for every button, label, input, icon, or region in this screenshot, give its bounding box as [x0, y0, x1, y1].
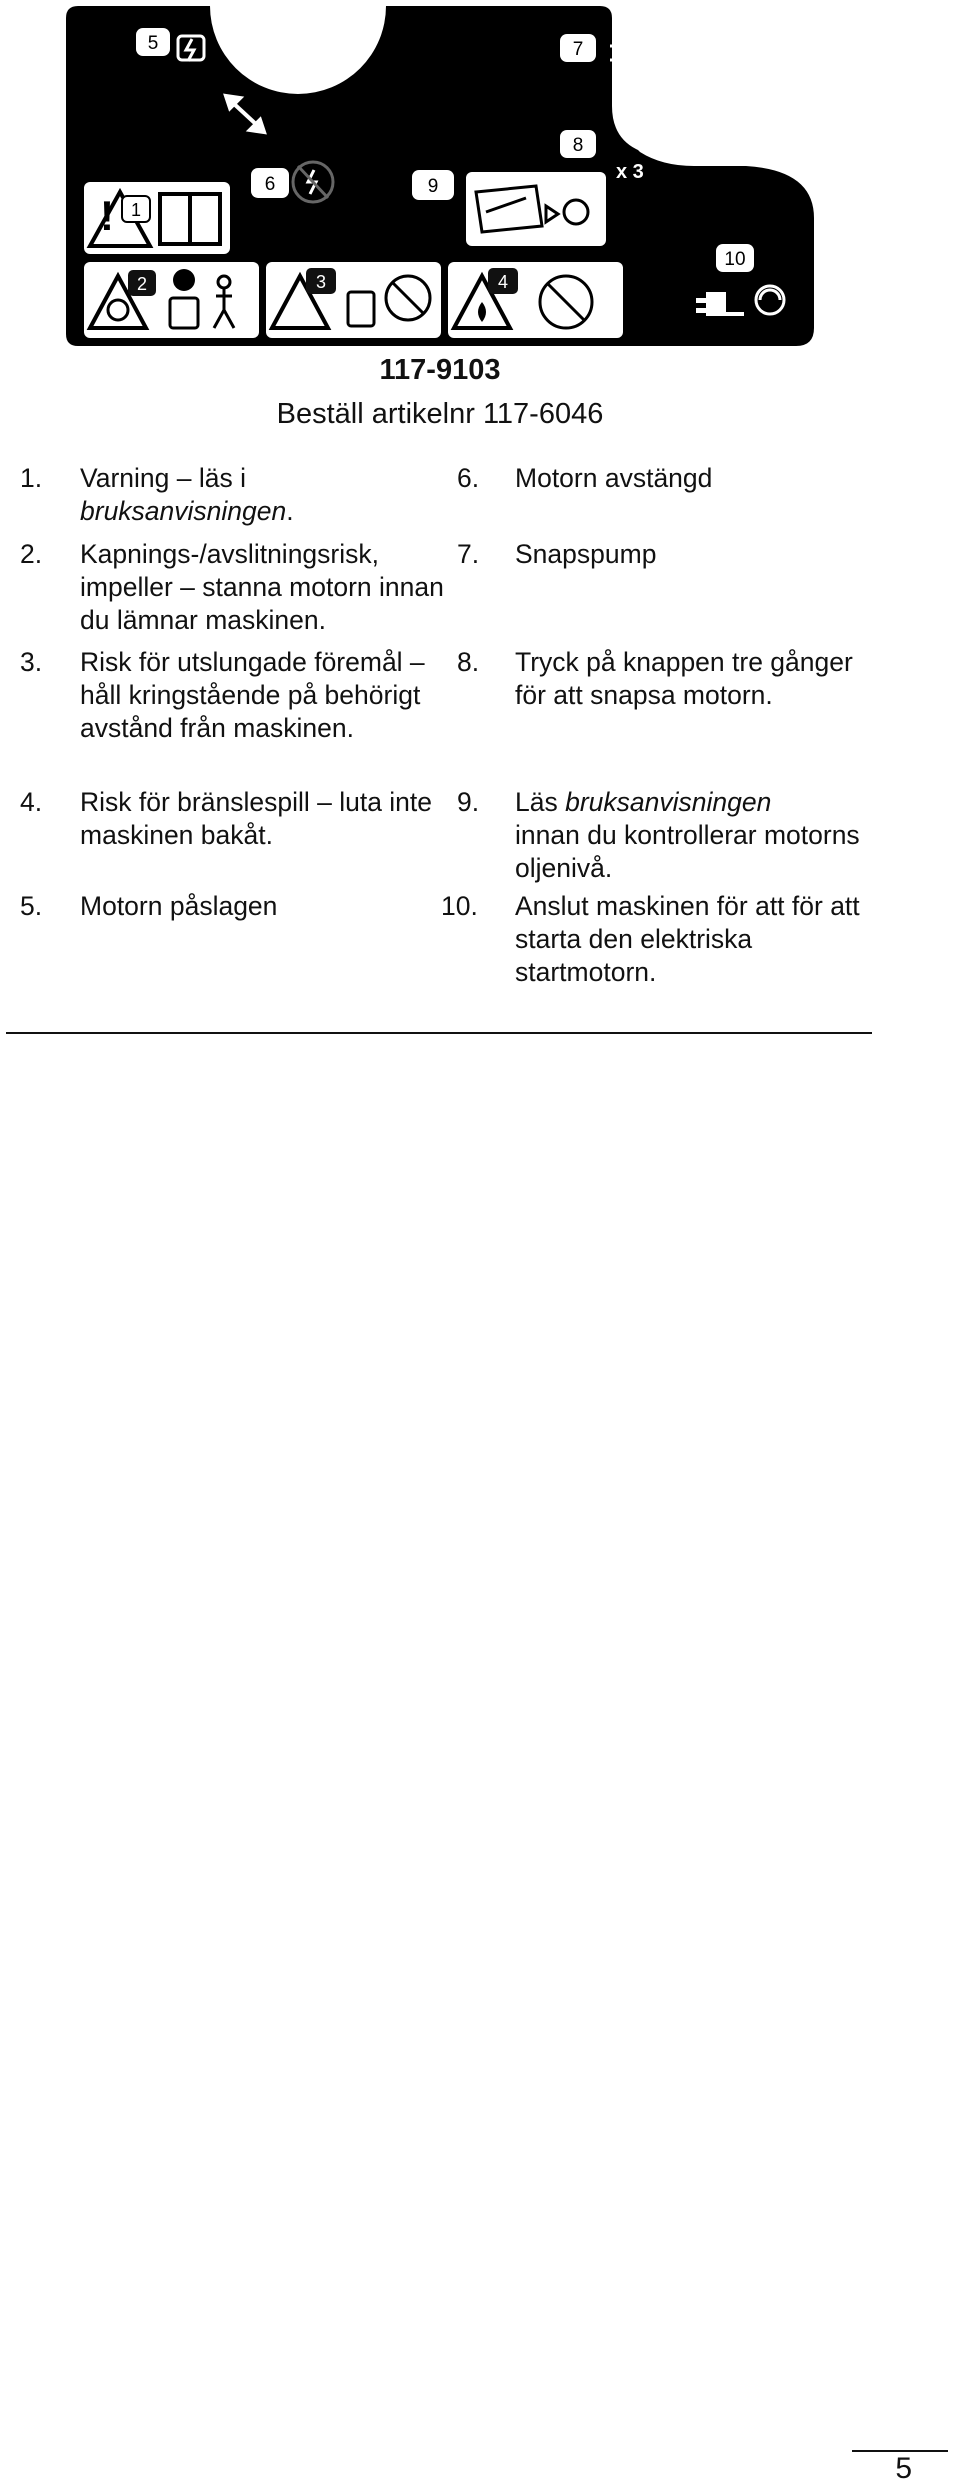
- callout-2: [128, 270, 156, 296]
- svg-text:8: 8: [572, 135, 584, 156]
- svg-text:4: 4: [497, 272, 509, 292]
- svg-text:5: 5: [147, 33, 159, 54]
- svg-text:7: 7: [572, 39, 584, 60]
- svg-text:3: 3: [315, 272, 327, 292]
- callout-10: [716, 244, 754, 272]
- svg-text:!: !: [100, 192, 114, 239]
- callout-8: [560, 130, 596, 158]
- svg-text:6: 6: [264, 174, 276, 195]
- order-line: Beställ artikelnr 117-6046: [276, 398, 604, 430]
- section-divider: [6, 1032, 872, 1034]
- callout-6: [251, 168, 289, 198]
- callout-5: [136, 28, 170, 56]
- icon-panel-2: [84, 262, 259, 338]
- safety-decal: [66, 6, 814, 346]
- part-number: 117-9103: [379, 354, 501, 386]
- svg-text:2: 2: [136, 274, 148, 294]
- svg-text:1: 1: [130, 200, 142, 220]
- svg-text:10: 10: [724, 249, 746, 270]
- callout-4: [488, 268, 518, 294]
- repeat-label: x 3: [616, 161, 644, 183]
- icon-panel-3: [266, 262, 441, 338]
- primer-icon: [610, 28, 654, 76]
- callout-9: [412, 170, 454, 200]
- page-number: 5: [895, 2452, 912, 2485]
- press-button-icon: [618, 104, 672, 126]
- svg-text:9: 9: [427, 176, 439, 197]
- callout-1: [122, 196, 150, 222]
- callout-3: [306, 268, 336, 294]
- callout-7: [560, 34, 596, 62]
- icon-panel-1: [84, 182, 230, 254]
- icon-panel-4: [448, 262, 623, 338]
- icon-panel-9: [466, 172, 606, 246]
